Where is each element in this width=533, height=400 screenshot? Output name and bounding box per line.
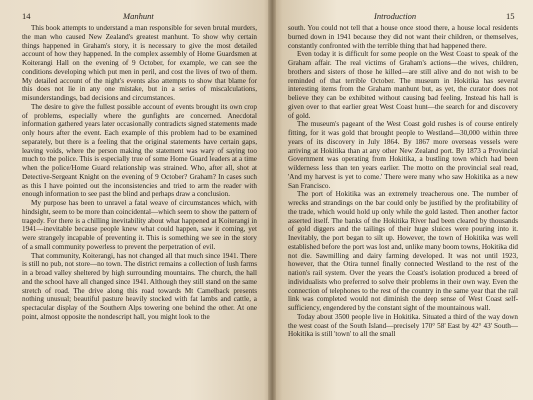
left-paragraph: The desire to give the fullest possible account of events brought its own crop of problems, especially where the gunfights are concerned. Anecdotal information gathered years later occasionally contradicts signed statements made only hours after the event. Each example of this problem had to be examined separately, but there is a feeling that the original statements have certain gaps, leaving voids, where the person making the statement was wary of saying too much to the police. This is especially true of some Home Guard leaders at a time when the police/Home Guard relationship was strained. Who, after all, shot at Detective-Sergeant Knight on the evening of 9 October? Graham? In cases such as this I have pointed out the inconsistencies and tried to arm the reader with enough information to see past the blind and perhaps draw a conclusion. [22,102,257,199]
left-page-number: 14 [22,11,31,21]
right-page-number: 15 [506,11,515,21]
left-paragraph: That community, Koiterangi, has not changed all that much since 1941. There is still no pub, not store—no town. The district remains a collection of lush farms in a broad valley sheltered by high surrounding mountains. The church, the hall and the school have all changed since 1941. Although they still stand on the same stretch of road. The drive along this road towards Mt Camelback presents nothing unusual; beautiful pasture heavily stocked with fat lambs and cattle, a spectacular display of the Southern Alps towering one behind the other. At one point, almost opposite the nondescript hall, you might look to the [22,251,257,321]
right-paragraph: The museum's pageant of the West Coast gold rushes is of course entirely fitting, for it was gold that brought people to Westland—30,000 within three years of its discovery in July 1864. By 1867 more overseas vessels were arriving at Hokitika than at any other New Zealand port. By 1873 a Provincial Government was operating from Hokitika, a bustling town which had been wilderness less than ten years earlier. The motto on the provincial seal read, 'And my harvest is yet to come.' There were many who saw Hokitika as a new San Francisco. [288,120,518,190]
right-page [272,0,533,400]
right-body-text [288,24,518,339]
right-paragraph: The port of Hokitika was an extremely treacherous one. The number of wrecks and strandings on the bar could only be justified by the profitability of the trade, which would hold up only while the gold lasted. Then another factor asserted itself. The banks of the Hokitika River had been cleared by thousands of gold diggers and the tailings of their huge sluices were pouring into it. Inevitably, the port began to silt up. However, the town of Hokitika was well established before the port was lost and, unlike many boom towns, Hokitika did not die. Sawmilling and dairy farming developed. It was not until 1923, however, that the Otira tunnel finally connected Westland to the rest of the nation's rail system. Over the years the Coast's isolation produced a breed of individualists who preferred to solve their problems in their own way. Even the connection of telephones to the rest of the country in the same year that the rail link was completed would not diminish the deep sense of West Coast self-sufficiency, engendered by the constant sight of the mountainous wall. [288,190,518,312]
left-paragraph: This book attempts to understand a man responsible for seven brutal murders, the man who caused New Zealand's greatest manhunt. To show why certain things happened in Graham's story, it is necessary to give the most detailed account of how they happened. In the complex assembly of Home Guardsmen at Koiterangi Hall on the evening of 9 October, for example, we can see the conditions developing which put men in peril, and cost the lives of two of them. My detailed account of the night's events also attempts to show that blame for this does not lie in any one mistake, but in a series of miscalculations, misunderstandings, bad decisions and circumstances. [22,24,257,102]
right-paragraph: Today about 3500 people live in Hokitika. Situated a third of the way down the west coast of the South Island—precisely 170° 58' East by 42° 43' South—Hokitika is still 'town' to all the small [288,312,518,339]
right-running-head: Introduction [374,11,417,21]
left-paragraph: My purpose has been to unravel a fatal weave of circumstances which, with hindsight, seem to be more than coincidental—which seem to show the pattern of tragedy. For there is a chilling inevitability about what happened at Koiterangi in 1941—inevitable because people knew what could happen, saw it coming, yet were strangely incapable of preventing it. This is something we see in the story of a small community powerless to prevent the perpetration of evil. [22,199,257,251]
left-body-text [22,24,257,322]
left-running-head: Manhunt [123,11,154,21]
book-spine-shadow [268,0,276,400]
right-paragraph: south. You could not tell that a house once stood there, a house local residents burned down in 1941 because they did not want their children, or themselves, constantly confronted with the terrible thing that had happened there. [288,24,518,50]
right-paragraph: Even today it is difficult for some people on the West Coast to speak of the Graham affair. The real victims of Graham's actions—the wives, children, brothers and sisters of those he killed—are still alive and do not wish to be reminded of that terrible October. The museum in Hokitika has several interesting items from the Graham manhunt but, as yet, the curator does not believe they can be exhibited without causing bad feeling. Instead his hall is given over to that earlier great West Coast hunt—the search for and discovery of gold. [288,50,518,120]
